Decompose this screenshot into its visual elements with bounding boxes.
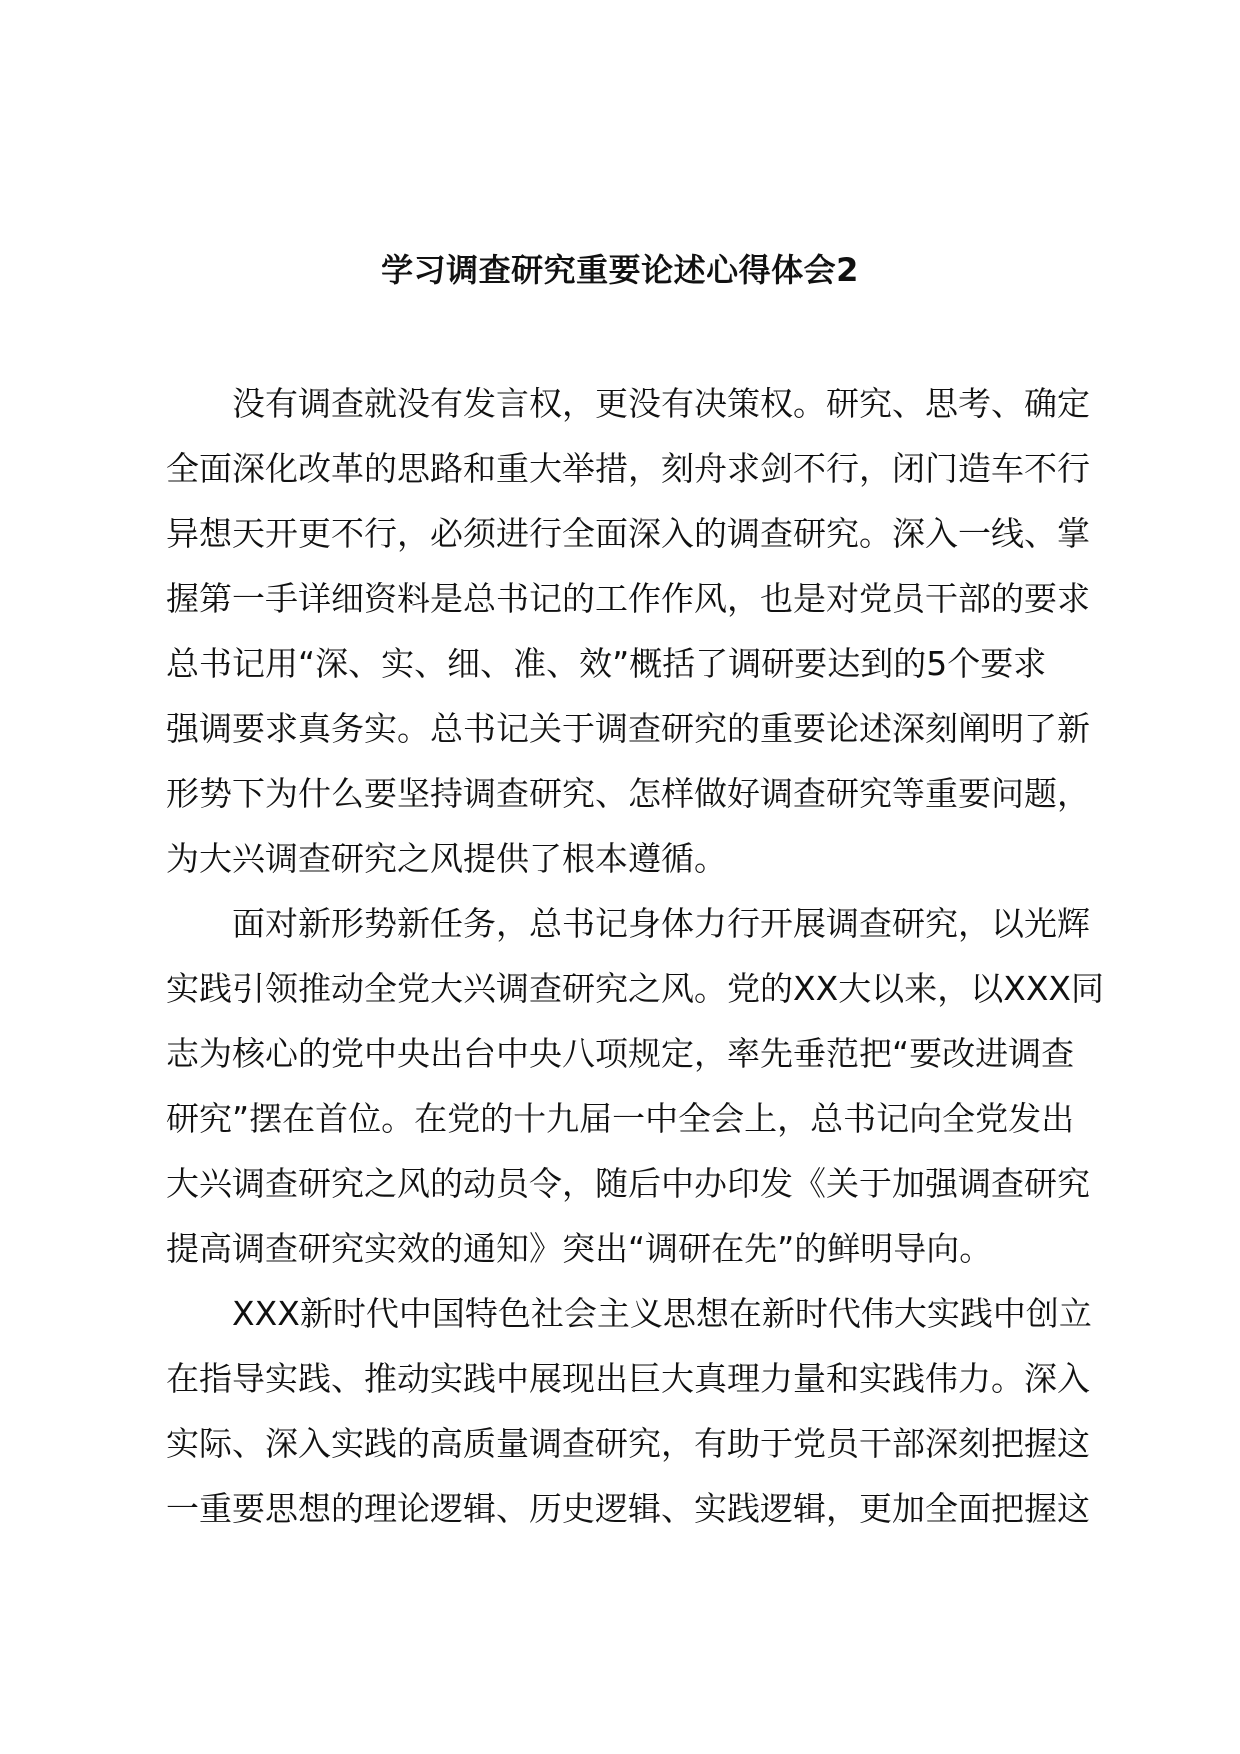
document-body bbox=[166, 371, 1106, 1541]
paragraph-line: 研究”摆在首位。在党的十九届一中全会上，总书记向全党发出 bbox=[166, 1099, 1075, 1138]
paragraph-line: 没有调查就没有发言权，更没有决策权。研究、思考、确定 bbox=[232, 384, 1090, 423]
paragraph-line: 异想天开更不行，必须进行全面深入的调查研究。深入一线、掌 bbox=[166, 514, 1090, 553]
paragraph-line: 握第一手详细资料是总书记的工作作风，也是对党员干部的要求 bbox=[166, 579, 1090, 618]
paragraph-line: 形势下为什么要坚持调查研究、怎样做好调查研究等重要问题， bbox=[166, 774, 1090, 813]
paragraph-line: XXX新时代中国特色社会主义思想在新时代伟大实践中创立 bbox=[232, 1294, 1092, 1333]
paragraph-line: 总书记用“深、实、细、准、效”概括了调研要达到的5个要求 bbox=[166, 644, 1047, 683]
paragraph-line: 在指导实践、推动实践中展现出巨大真理力量和实践伟力。深入 bbox=[166, 1359, 1090, 1398]
paragraph-line: 一重要思想的理论逻辑、历史逻辑、实践逻辑，更加全面把握这 bbox=[166, 1489, 1090, 1528]
paragraph-line: 大兴调查研究之风的动员令，随后中办印发《关于加强调查研究 bbox=[166, 1164, 1090, 1203]
paragraph-line: 实际、深入实践的高质量调查研究，有助于党员干部深刻把握这 bbox=[166, 1424, 1090, 1463]
paragraph-line: 志为核心的党中央出台中央八项规定，率先垂范把“要改进调查 bbox=[166, 1034, 1075, 1073]
document-title: 学习调查研究重要论述心得体会2 bbox=[381, 251, 859, 289]
paragraph-line: 为大兴调查研究之风提供了根本遵循。 bbox=[166, 839, 727, 878]
paragraph-line: 提高调查研究实效的通知》突出“调研在先”的鲜明导向。 bbox=[166, 1229, 993, 1268]
paragraph-3 bbox=[166, 1281, 1106, 1541]
paragraph-line: 面对新形势新任务，总书记身体力行开展调查研究，以光辉 bbox=[232, 904, 1090, 943]
paragraph-1 bbox=[166, 371, 1106, 891]
paragraph-line: 实践引领推动全党大兴调查研究之风。党的XX大以来，以XXX同 bbox=[166, 969, 1105, 1008]
paragraph-2 bbox=[166, 891, 1106, 1281]
paragraph-line: 强调要求真务实。总书记关于调查研究的重要论述深刻阐明了新 bbox=[166, 709, 1090, 748]
paragraph-line: 全面深化改革的思路和重大举措，刻舟求剑不行，闭门造车不行 bbox=[166, 449, 1090, 488]
